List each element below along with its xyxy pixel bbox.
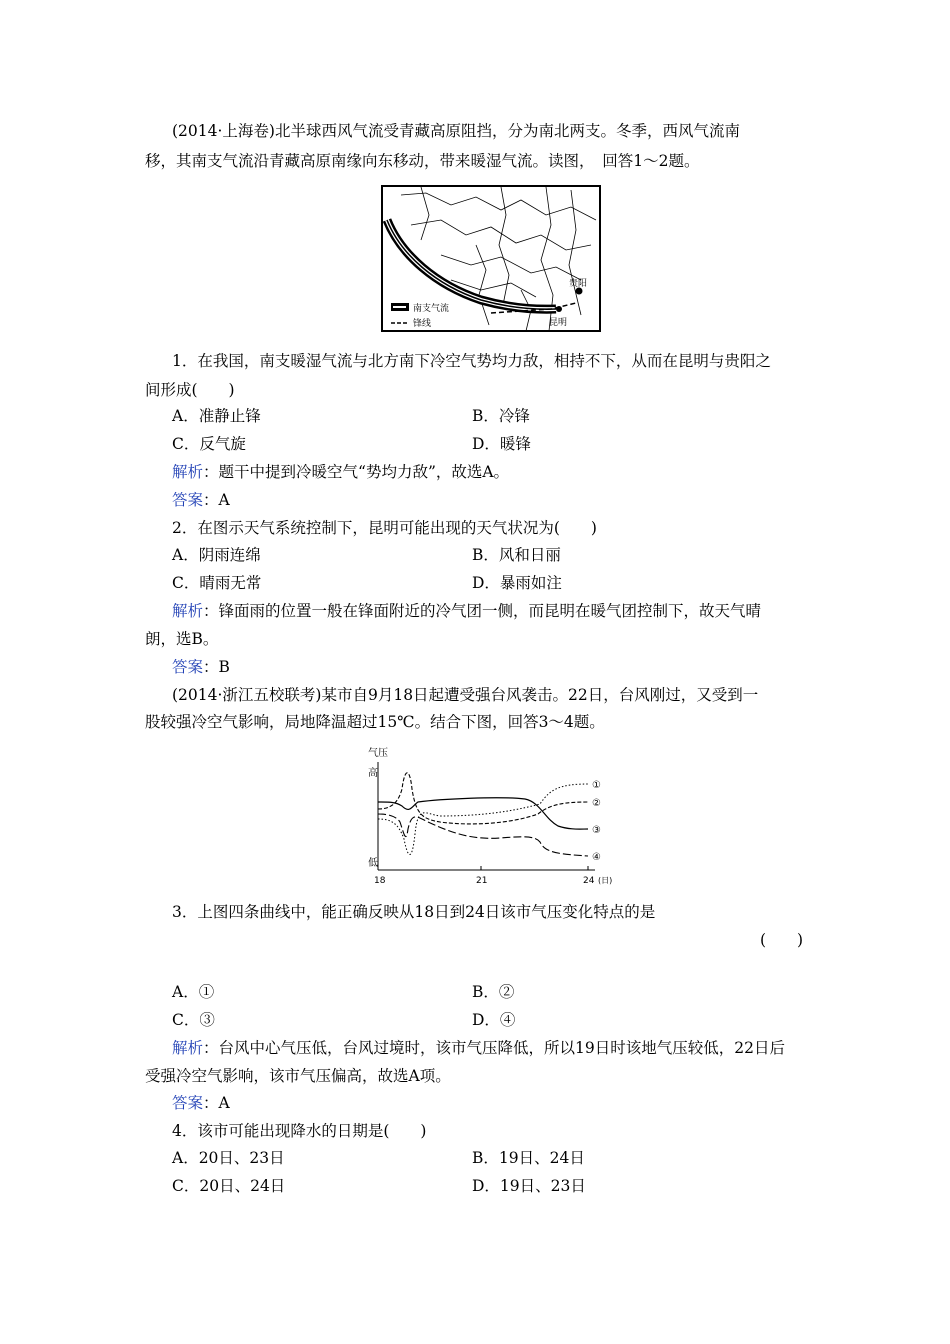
q2-option-d: D．暴雨如注 — [472, 574, 562, 592]
curve-4 — [378, 814, 588, 856]
curve-label-3: ③ — [592, 825, 601, 836]
q1-analysis — [172, 462, 509, 482]
q1-answer-text: ：A — [203, 491, 230, 509]
q1-stem-1: 1．在我国，南支暖湿气流与北方南下冷空气势均力敌，相持不下，从而在昆明与贵阳之 — [172, 352, 771, 370]
curve-label-2: ② — [592, 798, 601, 809]
q1-stem-2: 间形成( ) — [145, 381, 235, 399]
q4-option-c: C．20日、24日 — [172, 1177, 286, 1195]
q2-analysis-2: 朗，选B。 — [145, 630, 219, 648]
chart-ylabel: 气压 — [368, 748, 388, 759]
intro-line-1: (2014·上海卷)北半球西风气流受青藏高原阻挡，分为南北两支。冬季，西风气流南 — [172, 122, 740, 140]
q3-option-d: D．④ — [472, 1011, 516, 1029]
chart-y-high: 高 — [368, 768, 378, 779]
q3-stem: 3．上图四条曲线中，能正确反映从18日到24日该市气压变化特点的是 — [172, 903, 656, 921]
q4-option-a: A．20日、23日 — [172, 1149, 285, 1167]
q1-option-d: D．暖锋 — [472, 435, 531, 453]
q1-option-a: A．准静止锋 — [172, 407, 261, 425]
q3-analysis-label: 解析 — [172, 1039, 204, 1057]
legend-airflow-label: 南支气流 — [413, 304, 450, 314]
city-guiyang-label: 贵阳 — [569, 279, 588, 289]
q3-analysis-text-1: ：台风中心气压低，台风过境时，该市气压降低，所以19日时该地气压较低，22日后 — [203, 1039, 785, 1057]
x-tick-18: 18 — [374, 876, 386, 886]
q2-option-c: C．晴雨无常 — [172, 574, 262, 592]
q2-answer-label: 答案 — [172, 658, 204, 676]
q2-answer — [172, 657, 230, 677]
x-tick-21: 21 — [476, 876, 488, 886]
curve-label-4: ④ — [592, 852, 601, 863]
q4-stem: 4．该市可能出现降水的日期是( ) — [172, 1122, 427, 1140]
q3-option-b: B．② — [472, 983, 515, 1001]
q1-analysis-label: 解析 — [172, 463, 204, 481]
q3-analysis-2: 受强冷空气影响，该市气压偏高，故选A项。 — [145, 1067, 451, 1085]
q3-analysis-1 — [172, 1038, 785, 1058]
intro2-line-2: 股较强冷空气影响，局地降温超过15℃。结合下图，回答3～4题。 — [145, 713, 605, 731]
legend-front-label: 锋线 — [413, 319, 432, 329]
q1-option-c: C．反气旋 — [172, 435, 246, 453]
q1-analysis-text: ：题干中提到冷暖空气“势均力敌”，故选A。 — [203, 463, 510, 481]
q4-option-b: B．19日、24日 — [472, 1149, 585, 1167]
q3-answer-label: 答案 — [172, 1094, 204, 1112]
curve-3 — [378, 798, 588, 829]
intro2-line-1: (2014·浙江五校联考)某市自9月18日起遭受强台风袭击。22日，台风刚过，又受到一 — [172, 686, 759, 704]
q4-option-d: D．19日、23日 — [472, 1177, 586, 1195]
q3-option-c: C．③ — [172, 1011, 215, 1029]
q2-stem: 2．在图示天气系统控制下，昆明可能出现的天气状况为( ) — [172, 519, 597, 537]
airflow-map — [381, 185, 601, 332]
q2-option-b: B．风和日丽 — [472, 546, 561, 564]
q3-answer-text: ：A — [203, 1094, 230, 1112]
curve-1 — [378, 784, 588, 855]
curve-label-1: ① — [592, 780, 601, 791]
q1-answer — [172, 490, 230, 510]
q1-option-b: B．冷锋 — [472, 407, 530, 425]
q1-answer-label: 答案 — [172, 491, 204, 509]
x-tick-24: 24 — [583, 876, 595, 886]
q2-analysis-1 — [172, 601, 761, 621]
q2-option-a: A．阴雨连绵 — [172, 546, 261, 564]
q2-answer-text: ：B — [203, 658, 230, 676]
q2-analysis-label: 解析 — [172, 602, 204, 620]
city-kunming-label: 昆明 — [549, 318, 568, 328]
q2-analysis-text-1: ：锋面雨的位置一般在锋面附近的冷气团一侧，而昆明在暖气团控制下，故天气晴 — [203, 602, 762, 620]
pressure-chart — [360, 744, 630, 888]
intro-line-2: 移，其南支气流沿青藏高原南缘向东移动，带来暖湿气流。读图， 回答1～2题。 — [145, 152, 700, 170]
q3-answer-paren: ( ) — [760, 931, 804, 949]
q3-answer — [172, 1093, 230, 1113]
chart-y-low: 低 — [368, 858, 378, 869]
q3-option-a: A．① — [172, 983, 215, 1001]
x-unit: (日) — [598, 876, 613, 885]
